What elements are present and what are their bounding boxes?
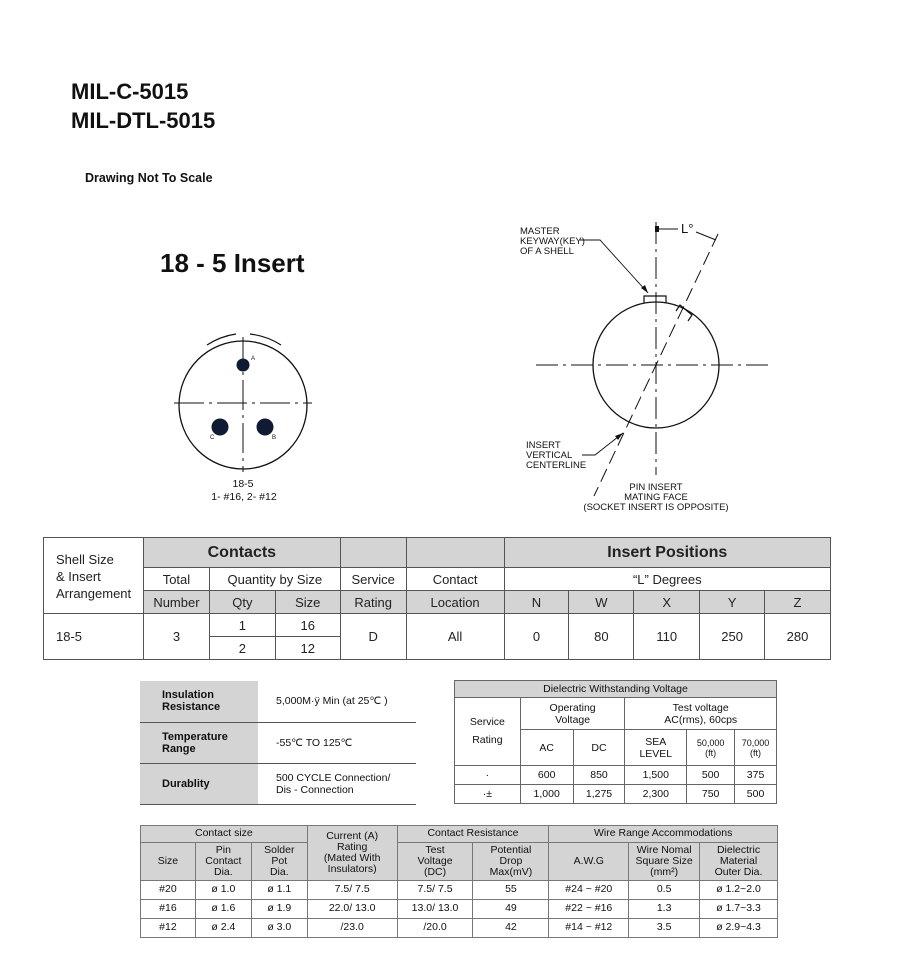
l-degrees-header: “L” Degrees bbox=[504, 568, 830, 591]
awg-header: A.W.G bbox=[549, 843, 629, 881]
table-row bbox=[455, 766, 777, 785]
wire-text: Wire Nomal bbox=[636, 843, 692, 856]
table-row bbox=[141, 919, 778, 938]
current-text: (Mated With bbox=[323, 852, 381, 864]
title-mil-dtl: MIL-DTL-5015 bbox=[71, 108, 216, 133]
current-cell: /23.0 bbox=[307, 919, 397, 938]
ac-cell: 1,000 bbox=[520, 785, 573, 804]
size-header: Size bbox=[141, 843, 196, 881]
table-row bbox=[141, 881, 778, 900]
service-header: Service bbox=[340, 568, 406, 591]
rating-header: Rating bbox=[340, 591, 406, 614]
wire-text: (mm²) bbox=[650, 866, 679, 878]
pin-contact-header bbox=[195, 843, 251, 881]
sq-cell: 3.5 bbox=[629, 919, 700, 938]
solder-text: Solder bbox=[264, 843, 295, 856]
keyway-leader bbox=[580, 240, 648, 293]
mating-face-1: PIN INSERT bbox=[629, 482, 683, 493]
qty-cell-1: 1 bbox=[209, 614, 275, 637]
size-cell: #12 bbox=[141, 919, 196, 938]
service-rating-header bbox=[455, 698, 521, 766]
solder-cell: ø 3.0 bbox=[251, 919, 307, 938]
sea-cell: 1,500 bbox=[625, 766, 687, 785]
position-z-header: Z bbox=[765, 591, 831, 614]
key-arc-right bbox=[250, 334, 281, 345]
rating-cell: · bbox=[455, 766, 521, 785]
wire-range-header: Wire Range Accommodations bbox=[549, 826, 778, 843]
f70-cell: 500 bbox=[735, 785, 777, 804]
spec-value: 5,000M·ÿ Min (at 25℃ ) bbox=[258, 681, 416, 722]
contact-c-label: C bbox=[210, 435, 215, 441]
spec-row-temperature bbox=[140, 722, 416, 763]
spec-label-line: Temperature bbox=[162, 730, 228, 743]
position-w-header: W bbox=[569, 591, 634, 614]
shell-size-text: Shell Size bbox=[56, 552, 114, 567]
position-y-header: Y bbox=[700, 591, 765, 614]
tv-cell: /20.0 bbox=[397, 919, 473, 938]
position-y-cell: 250 bbox=[700, 614, 765, 660]
insert-caption-2: 1- #16, 2- #12 bbox=[211, 491, 277, 503]
angle-label: L° bbox=[681, 221, 694, 236]
tv-text: (DC) bbox=[423, 866, 447, 878]
position-x-cell: 110 bbox=[634, 614, 700, 660]
contacts-header: Contacts bbox=[143, 538, 340, 568]
current-rating-header bbox=[307, 826, 397, 881]
position-w-cell: 80 bbox=[569, 614, 634, 660]
total-header: Total bbox=[143, 568, 209, 591]
operating-voltage-header bbox=[520, 698, 625, 730]
f50-cell: 750 bbox=[687, 785, 735, 804]
contact-a-label: A bbox=[251, 356, 256, 362]
spec-value-line: Dis - Connection bbox=[276, 783, 354, 796]
spec-row-insulation bbox=[140, 681, 416, 722]
spec-label-line: Insulation bbox=[162, 689, 214, 702]
pin-text: Dia. bbox=[214, 866, 233, 878]
mating-face-3: (SOCKET INSERT IS OPPOSITE) bbox=[583, 502, 729, 513]
shell-size-header bbox=[44, 538, 144, 614]
table-row bbox=[44, 614, 831, 637]
spec-label bbox=[140, 722, 258, 763]
centerline-label-3: CENTERLINE bbox=[526, 460, 587, 471]
keyway-label-1: MASTER bbox=[520, 226, 560, 237]
position-x-header: X bbox=[634, 591, 700, 614]
arrangement-text: Arrangement bbox=[56, 585, 132, 601]
current-text: Insulators) bbox=[327, 863, 377, 876]
diel-text: Material bbox=[719, 854, 758, 867]
pin-cell: ø 2.4 bbox=[195, 919, 251, 938]
tv-text: Voltage bbox=[417, 854, 453, 867]
ft-text: (ft) bbox=[705, 747, 717, 758]
solder-cell: ø 1.1 bbox=[251, 881, 307, 900]
solder-text: Pot bbox=[271, 854, 288, 867]
diel-text: Dielectric bbox=[716, 843, 761, 856]
solder-cell: ø 1.9 bbox=[251, 900, 307, 919]
ac-cell: 600 bbox=[520, 766, 573, 785]
position-n-header: N bbox=[504, 591, 569, 614]
spec-label: Durablity bbox=[140, 763, 258, 804]
insert-position-diagram bbox=[520, 221, 768, 513]
insert-title: 18 - 5 Insert bbox=[160, 248, 305, 278]
test-voltage-text: Test voltage bbox=[672, 701, 729, 714]
sq-cell: 0.5 bbox=[629, 881, 700, 900]
test-voltage-header bbox=[625, 698, 777, 730]
tv-cell: 7.5/ 7.5 bbox=[397, 881, 473, 900]
tv-cell: 13.0/ 13.0 bbox=[397, 900, 473, 919]
sea-level-header bbox=[625, 730, 687, 766]
table-row bbox=[141, 900, 778, 919]
contact-b-label: B bbox=[272, 435, 277, 441]
awg-cell: #22 ~ #16 bbox=[549, 900, 629, 919]
solder-text: Dia. bbox=[269, 866, 289, 878]
dc-cell: 850 bbox=[573, 766, 625, 785]
pin-cell: ø 1.6 bbox=[195, 900, 251, 919]
current-text: Current (A) bbox=[326, 829, 379, 842]
operating-text: Operating bbox=[549, 701, 596, 714]
pin-text: Pin bbox=[215, 843, 231, 856]
spec-table bbox=[140, 681, 416, 805]
centerline-label-2: VERTICAL bbox=[526, 450, 573, 461]
location-blank-header bbox=[406, 538, 504, 568]
drop-text: Max(mV) bbox=[489, 866, 533, 878]
contact-resistance-header: Contact Resistance bbox=[397, 826, 549, 843]
centerline-label-1: INSERT bbox=[526, 440, 561, 451]
pin-text: Contact bbox=[205, 854, 242, 867]
contact-table bbox=[140, 825, 778, 938]
pin-cell: ø 1.0 bbox=[195, 881, 251, 900]
dielectric-title: Dielectric Withstanding Voltage bbox=[455, 681, 777, 698]
sq-cell: 1.3 bbox=[629, 900, 700, 919]
mating-face-2: MATING FACE bbox=[624, 492, 688, 503]
spec-value bbox=[258, 763, 416, 804]
sea-text: SEA bbox=[645, 735, 667, 748]
insert-positions-header: Insert Positions bbox=[504, 538, 830, 568]
f50-cell: 500 bbox=[687, 766, 735, 785]
ac-header: AC bbox=[520, 730, 573, 766]
key-arc-left bbox=[207, 334, 236, 345]
wire-nominal-header bbox=[629, 843, 700, 881]
drop-text: Drop bbox=[499, 854, 523, 867]
od-cell: ø 2.9~4.3 bbox=[700, 919, 778, 938]
location-cell: All bbox=[406, 614, 504, 660]
drop-cell: 55 bbox=[473, 881, 549, 900]
scale-note: Drawing Not To Scale bbox=[85, 171, 213, 185]
drop-cell: 49 bbox=[473, 900, 549, 919]
size-cell: #16 bbox=[141, 900, 196, 919]
od-cell: ø 1.7~3.3 bbox=[700, 900, 778, 919]
f70-cell: 375 bbox=[735, 766, 777, 785]
level-text: LEVEL bbox=[639, 747, 673, 760]
ft70-header bbox=[735, 730, 777, 766]
size-cell-2: 12 bbox=[275, 637, 340, 660]
table-row bbox=[455, 785, 777, 804]
spec-label-line: Resistance bbox=[162, 701, 221, 714]
ac-rms-text: AC(rms), 60cps bbox=[664, 713, 738, 726]
od-cell: ø 1.2~2.0 bbox=[700, 881, 778, 900]
ft70-text: 70,000 bbox=[741, 737, 770, 748]
number-header: Number bbox=[143, 591, 209, 614]
location-header: Location bbox=[406, 591, 504, 614]
keyway-label-2: KEYWAY(KEY) bbox=[520, 236, 585, 247]
ft50-header bbox=[687, 730, 735, 766]
position-z-cell: 280 bbox=[765, 614, 831, 660]
dielectric-material-header bbox=[700, 843, 778, 881]
voltage-text: Voltage bbox=[555, 713, 591, 726]
spec-label bbox=[140, 681, 258, 722]
awg-cell: #14 ~ #12 bbox=[549, 919, 629, 938]
rating-cell: ·± bbox=[455, 785, 521, 804]
current-cell: 7.5/ 7.5 bbox=[307, 881, 397, 900]
qty-by-size-header: Quantity by Size bbox=[209, 568, 340, 591]
contact-a bbox=[237, 359, 250, 372]
contact-c bbox=[212, 419, 229, 436]
contact-header: Contact bbox=[406, 568, 504, 591]
service-text: Service bbox=[469, 715, 505, 728]
current-text: Rating bbox=[337, 840, 368, 853]
ft50-text: 50,000 bbox=[696, 737, 725, 748]
total-cell: 3 bbox=[143, 614, 209, 660]
keyway-label-3: OF A SHELL bbox=[520, 246, 574, 257]
spec-value-line: 500 CYCLE Connection/ bbox=[276, 771, 391, 784]
angle-ref-line-2 bbox=[696, 232, 716, 240]
diel-text: Outer Dia. bbox=[714, 866, 763, 878]
current-cell: 22.0/ 13.0 bbox=[307, 900, 397, 919]
dc-header: DC bbox=[573, 730, 625, 766]
insert-face-diagram bbox=[174, 334, 312, 503]
qty-header: Qty bbox=[209, 591, 275, 614]
awg-cell: #24 ~ #20 bbox=[549, 881, 629, 900]
tv-text: Test bbox=[425, 843, 445, 856]
contact-b bbox=[257, 419, 274, 436]
sea-cell: 2,300 bbox=[625, 785, 687, 804]
contact-size-header: Contact size bbox=[141, 826, 308, 843]
spec-value: -55℃ TO 125℃ bbox=[258, 722, 416, 763]
insert-caption-1: 18-5 bbox=[232, 478, 254, 490]
ft-text: (ft) bbox=[750, 747, 762, 758]
qty-cell-2: 2 bbox=[209, 637, 275, 660]
service-blank-header bbox=[340, 538, 406, 568]
drop-cell: 42 bbox=[473, 919, 549, 938]
insert-text: & Insert bbox=[56, 568, 101, 584]
potential-drop-header bbox=[473, 843, 549, 881]
size-cell: #20 bbox=[141, 881, 196, 900]
spec-row-durability bbox=[140, 763, 416, 804]
position-n-cell: 0 bbox=[504, 614, 569, 660]
spec-label-line: Range bbox=[162, 742, 196, 755]
drop-text: Potential bbox=[490, 843, 532, 856]
size-cell-1: 16 bbox=[275, 614, 340, 637]
insert-arrangement-table bbox=[43, 537, 831, 660]
solder-pot-header bbox=[251, 843, 307, 881]
wire-text: Square Size bbox=[635, 854, 693, 867]
service-cell: D bbox=[340, 614, 406, 660]
rating-text: Rating bbox=[472, 733, 503, 746]
title-mil-c: MIL-C-5015 bbox=[71, 79, 189, 104]
dc-cell: 1,275 bbox=[573, 785, 625, 804]
size-header: Size bbox=[275, 591, 340, 614]
arrangement-cell: 18-5 bbox=[44, 614, 144, 660]
dielectric-table bbox=[454, 680, 777, 804]
test-voltage-header bbox=[397, 843, 473, 881]
